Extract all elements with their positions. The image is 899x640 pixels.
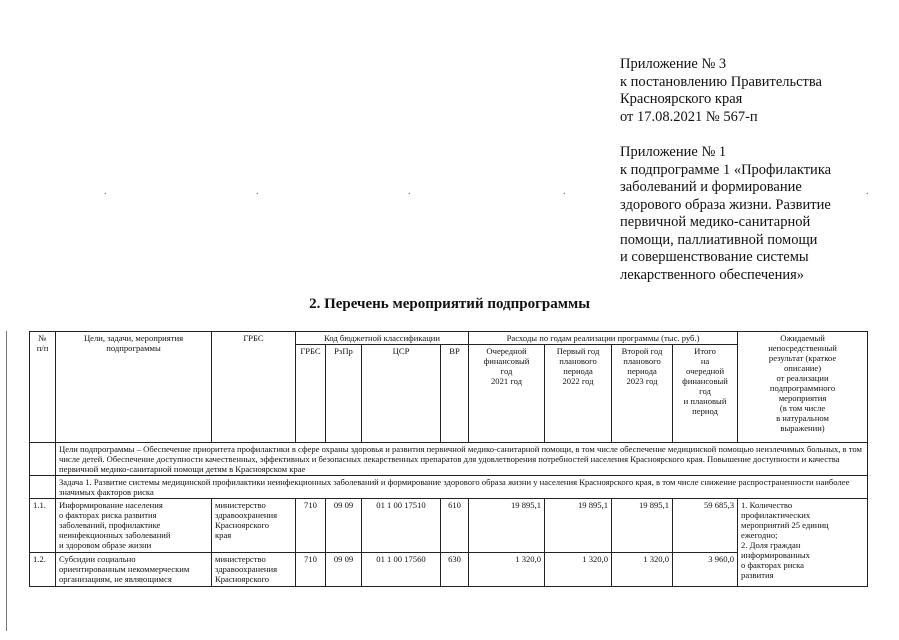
row-2021: 19 895,1 [469,499,545,553]
row-2022: 19 895,1 [545,499,612,553]
measures-table [29,331,868,587]
header-result: Ожидаемый непосредственный результат (краткое описание) от реализации подпрограммного мероприятия (в том числе в натуральном выражении) [738,332,868,443]
row-code-grbs: 710 [296,553,326,587]
header-line: к постановлению Правительства [620,73,822,90]
row-total: 59 685,3 [673,499,738,553]
scan-edge-line [6,331,7,631]
header-line: Красноярского края [620,91,743,107]
header-num: № п/п [30,332,56,443]
row-result: 1. Количество профилактических мероприятий 25 единиц ежегодно; 2. Доля граждан информированных о факторах риска развития [738,499,868,587]
header-grbs: ГРБС [212,332,296,443]
header-line: помощи, паллиативной помощи [620,231,818,248]
header-exp-2022: Первый год планового периода 2022 год [545,345,612,443]
row-2021: 1 320,0 [469,553,545,587]
header-line: к подпрограмме 1 «Профилактика [620,161,832,178]
header-line: и совершенствование системы [620,249,809,265]
row-2023: 19 895,1 [612,499,673,553]
task-row: Задача 1. Развитие системы медицинской профилактики неинфекционных заболеваний и формирование здорового образа жизни у населения Красноярского края, в том числе снижение распространенности наиболее значимых факторов риска [56,476,868,499]
document-title: 2. Перечень мероприятий подпрограммы [309,296,590,312]
header-kbk-vr: ВР [441,345,469,443]
goal-row: Цели подпрограммы – Обеспечение приоритета профилактики в сфере охраны здоровья и развития первичной медико-санитарной помощи, в том числе обеспечение медицинской помощью неизлечимых больных, в том числе детей. Обеспечение доступности качественных, эффективных и безопасных лекарственных препаратов для удовлетворения потребностей населения Красноярского края. Повышение доступности и качества первичной медико-санитарной помощи детям в Красноярском крае [56,443,868,476]
header-exp-2021: Очередной финансовый год 2021 год [469,345,545,443]
row-num: 1.1. [30,499,56,553]
row-csr: 01 1 00 17510 [362,499,441,553]
row-vr: 630 [441,553,469,587]
row-name: Информирование населения о факторах риска развития заболеваний, профилактике неинфекционных заболеваний и здоровом образе жизни [56,499,212,553]
row-2023: 1 320,0 [612,553,673,587]
header-kbk-grbs: ГРБС [296,345,326,443]
row-rzpr: 09 09 [326,499,362,553]
row-num: 1.2. [30,553,56,587]
row-rzpr: 09 09 [326,553,362,587]
header-line: от 17.08.2021 № 567-п [620,108,758,125]
header-kbk-group: Код бюджетной классификации [296,332,469,345]
header-line: здорового образа жизни. Развитие [620,196,831,213]
row-grbs: министерство здравоохранения Красноярского края [212,499,296,553]
header-exp-2023: Второй год планового периода 2023 год [612,345,673,443]
row-vr: 610 [441,499,469,553]
row-name: Субсидии социально ориентированным некоммерческим организациям, не являющимся [56,553,212,587]
header-line: Приложение № 3 [620,56,727,72]
header-goals: Цели, задачи, мероприятия подпрограммы [56,332,212,443]
header-kbk-csr: ЦСР [362,345,441,443]
header-line: первичной медико-санитарной [620,214,811,230]
header-exp-total: Итого на очередной финансовый год и плановый период [673,345,738,443]
header-line: Приложение № 1 [620,144,727,160]
appendix-header [620,56,890,284]
row-csr: 01 1 00 17560 [362,553,441,587]
row-2022: 1 320,0 [545,553,612,587]
row-code-grbs: 710 [296,499,326,553]
goal-row-num [30,443,56,476]
row-total: 3 960,0 [673,553,738,587]
header-line: лекарственного обеспечения» [620,266,805,283]
task-row-num [30,476,56,499]
table-row [30,499,868,553]
header-line: заболеваний и формирование [620,179,802,195]
header-expenses-group: Расходы по годам реализации программы (тыс. руб.) [469,332,738,345]
header-kbk-rzpr: РзПр [326,345,362,443]
row-grbs: министерство здравоохранения Красноярского [212,553,296,587]
